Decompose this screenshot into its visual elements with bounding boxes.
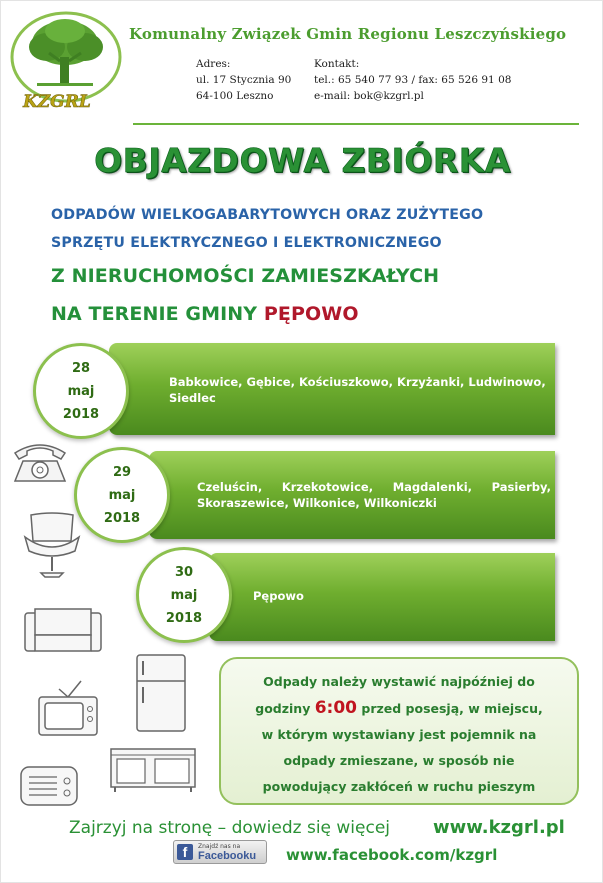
- header-divider: [133, 123, 579, 125]
- notice-box: [219, 657, 579, 805]
- deadline-time: 6:00: [314, 698, 358, 718]
- notice-line-1: Odpady należy wystawić najpóźniej do: [263, 674, 535, 689]
- date-day-1: 28: [71, 360, 91, 376]
- date-year-2: 2018: [103, 510, 141, 526]
- address-block: [196, 56, 291, 104]
- subtitle-line-2: SPRZĘTU ELEKTRYCZNEGO I ELEKTRONICZNEGO: [51, 235, 442, 251]
- notice-line-2: [235, 695, 563, 722]
- collection-places-2-line-2: Skoraszewice, Wilkonice, Wilkoniczki: [197, 496, 437, 510]
- sofa-icon: [23, 607, 103, 657]
- address-street: ul. 17 Stycznia 90: [196, 74, 292, 86]
- notice-line-4: odpady zmieszane, w sposób nie: [283, 753, 515, 768]
- contact-label: Kontakt:: [314, 58, 360, 70]
- fridge-icon: [133, 653, 189, 733]
- cabinet-icon: [107, 745, 199, 793]
- date-circle-2: [74, 447, 170, 543]
- tv-icon: [35, 677, 101, 739]
- heading-line-2: [51, 303, 359, 325]
- date-circle-1: [33, 343, 129, 439]
- date-year-3: 2018: [165, 610, 203, 626]
- collection-places-2: [197, 479, 551, 511]
- website-link[interactable]: www.kzgrl.pl: [433, 817, 565, 838]
- facebook-url-link[interactable]: www.facebook.com/kzgrl: [286, 846, 498, 864]
- date-year-1: 2018: [62, 406, 100, 422]
- contact-block: [314, 56, 511, 104]
- notice-line-2-before: godziny: [255, 701, 315, 716]
- date-month-2: maj: [108, 487, 136, 503]
- telephone-icon: [9, 435, 71, 485]
- collection-places-2-line-1: Czeluścin, Krzekotowice, Magdalenki, Pasierby,: [197, 480, 551, 494]
- notice-line-5: powodujący zakłóceń w ruchu pieszym: [262, 779, 536, 794]
- facebook-badge[interactable]: [173, 840, 267, 864]
- subtitle-line-1: ODPADÓW WIELKOGABARYTOWYCH ORAZ ZUŻYTEGO: [51, 207, 484, 223]
- contact-email: e-mail: bok@kzgrl.pl: [314, 90, 424, 102]
- armchair-icon: [21, 511, 83, 583]
- notice-line-2-after: przed posesją, w miejscu,: [357, 701, 543, 716]
- date-month-1: maj: [67, 383, 95, 399]
- organization-name: Komunalny Związek Gmin Regionu Leszczyńskiego: [129, 25, 567, 43]
- date-day-3: 30: [174, 564, 194, 580]
- facebook-icon: f: [177, 844, 193, 860]
- main-title: OBJAZDOWA ZBIÓRKA: [94, 141, 511, 180]
- contact-phone: tel.: 65 540 77 93 / fax: 65 526 91 08: [314, 74, 512, 86]
- heading-line-1: Z NIERUCHOMOŚCI ZAMIESZKAŁYCH: [51, 265, 440, 287]
- footer-visit-text: Zajrzyj na stronę – dowiedz się więcej: [69, 818, 391, 838]
- kzgrl-tree-logo: [7, 9, 125, 111]
- collection-places-1: Babkowice, Gębice, Kościuszkowo, Krzyżanki, Ludwinowo, Siedlec: [169, 375, 546, 405]
- date-circle-3: [136, 547, 232, 643]
- date-month-3: maj: [170, 587, 198, 603]
- radio-icon: [17, 763, 81, 809]
- logo-text: KZGRL: [23, 92, 91, 111]
- notice-line-3: w którym wystawiany jest pojemnik na: [261, 727, 537, 742]
- facebook-badge-name: Facebooku: [198, 850, 257, 862]
- address-label: Adres:: [196, 58, 231, 70]
- collection-places-3: Pępowo: [253, 589, 304, 603]
- facebook-badge-small-text: Znajdź nas na: [198, 843, 241, 850]
- address-city: 64-100 Leszno: [196, 90, 274, 102]
- heading-line-2-prefix: NA TERENIE GMINY: [51, 303, 264, 325]
- municipality-name: PĘPOWO: [263, 303, 359, 325]
- date-day-2: 29: [112, 464, 132, 480]
